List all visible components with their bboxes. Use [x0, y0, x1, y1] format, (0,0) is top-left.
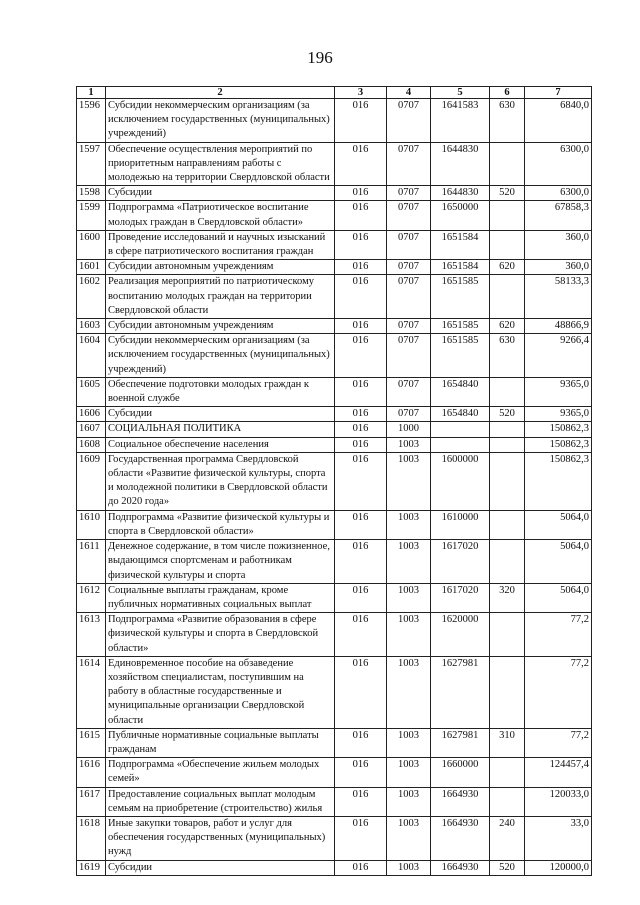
table-row: [77, 260, 592, 275]
table-row: [77, 728, 592, 757]
target-article-cell: 1617020: [431, 583, 490, 612]
table-row: [77, 142, 592, 186]
section-code-cell: 1003: [387, 613, 431, 657]
row-name-cell: Единовременное пособие на обзаведение хозяйством специалистам, поступившим на работу в областные государственные и муниципальные организации Свердловской области: [106, 656, 335, 728]
expense-type-cell: [490, 377, 525, 406]
target-article-cell: 1651584: [431, 230, 490, 259]
row-number-cell: 1596: [77, 99, 106, 143]
table-row: [77, 275, 592, 319]
amount-cell: 77,2: [525, 613, 592, 657]
row-name-cell: Субсидии некоммерческим организациям (за исключением государственных (муниципальных) учреждений): [106, 334, 335, 378]
section-code-cell: 0707: [387, 260, 431, 275]
target-article-cell: 1651585: [431, 334, 490, 378]
column-header: 6: [490, 87, 525, 99]
expense-type-cell: 310: [490, 728, 525, 757]
target-article-cell: 1654840: [431, 407, 490, 422]
row-number-cell: 1616: [77, 758, 106, 787]
section-code-cell: 1003: [387, 540, 431, 584]
row-name-cell: Субсидии: [106, 186, 335, 201]
section-code-cell: 1003: [387, 860, 431, 875]
amount-cell: 77,2: [525, 656, 592, 728]
section-code-cell: 0707: [387, 99, 431, 143]
row-number-cell: 1614: [77, 656, 106, 728]
row-name-cell: Денежное содержание, в том числе пожизненное, выдающимся спортсменам и работникам физической культуры и спорта: [106, 540, 335, 584]
target-article-cell: 1620000: [431, 613, 490, 657]
amount-cell: 6840,0: [525, 99, 592, 143]
department-code-cell: 016: [335, 260, 387, 275]
table-row: [77, 540, 592, 584]
amount-cell: 9365,0: [525, 377, 592, 406]
table-row: [77, 377, 592, 406]
target-article-cell: [431, 422, 490, 437]
row-name-cell: Государственная программа Свердловской области «Развитие физической культуры, спорта и молодежной политики в Свердловской области до 2020 года»: [106, 452, 335, 510]
amount-cell: 48866,9: [525, 319, 592, 334]
department-code-cell: 016: [335, 452, 387, 510]
target-article-cell: 1641583: [431, 99, 490, 143]
row-number-cell: 1599: [77, 201, 106, 230]
expense-type-cell: 620: [490, 260, 525, 275]
table-row: [77, 230, 592, 259]
row-name-cell: Субсидии: [106, 407, 335, 422]
header-row: [77, 87, 592, 99]
row-number-cell: 1610: [77, 510, 106, 539]
department-code-cell: 016: [335, 816, 387, 860]
row-number-cell: 1618: [77, 816, 106, 860]
department-code-cell: 016: [335, 186, 387, 201]
section-code-cell: 0707: [387, 186, 431, 201]
table-row: [77, 334, 592, 378]
amount-cell: 9266,4: [525, 334, 592, 378]
department-code-cell: 016: [335, 319, 387, 334]
amount-cell: 67858,3: [525, 201, 592, 230]
expense-type-cell: 520: [490, 186, 525, 201]
target-article-cell: 1617020: [431, 540, 490, 584]
expense-type-cell: [490, 142, 525, 186]
row-name-cell: Субсидии: [106, 860, 335, 875]
column-header: 5: [431, 87, 490, 99]
department-code-cell: 016: [335, 407, 387, 422]
department-code-cell: 016: [335, 613, 387, 657]
section-code-cell: 1003: [387, 437, 431, 452]
department-code-cell: 016: [335, 758, 387, 787]
target-article-cell: 1664930: [431, 787, 490, 816]
target-article-cell: 1651585: [431, 275, 490, 319]
amount-cell: 9365,0: [525, 407, 592, 422]
table-row: [77, 613, 592, 657]
table-body: [77, 99, 592, 876]
section-code-cell: 0707: [387, 319, 431, 334]
table-row: [77, 656, 592, 728]
amount-cell: 150862,3: [525, 452, 592, 510]
section-code-cell: 1003: [387, 758, 431, 787]
amount-cell: 5064,0: [525, 510, 592, 539]
row-name-cell: Реализация мероприятий по патриотическому воспитанию молодых граждан на территории Свердловской области: [106, 275, 335, 319]
column-header: 2: [106, 87, 335, 99]
row-name-cell: Подпрограмма «Развитие физической культуры и спорта в Свердловской области»: [106, 510, 335, 539]
amount-cell: 120033,0: [525, 787, 592, 816]
row-name-cell: Обеспечение подготовки молодых граждан к военной службе: [106, 377, 335, 406]
target-article-cell: 1627981: [431, 656, 490, 728]
row-name-cell: Проведение исследований и научных изысканий в сфере патриотического воспитания граждан: [106, 230, 335, 259]
row-number-cell: 1619: [77, 860, 106, 875]
row-name-cell: Предоставление социальных выплат молодым семьям на приобретение (строительство) жилья: [106, 787, 335, 816]
row-number-cell: 1617: [77, 787, 106, 816]
target-article-cell: 1660000: [431, 758, 490, 787]
row-name-cell: Публичные нормативные социальные выплаты гражданам: [106, 728, 335, 757]
row-name-cell: Субсидии автономным учреждениям: [106, 319, 335, 334]
table-row: [77, 99, 592, 143]
target-article-cell: 1600000: [431, 452, 490, 510]
section-code-cell: 1003: [387, 787, 431, 816]
column-header: 7: [525, 87, 592, 99]
section-code-cell: 0707: [387, 407, 431, 422]
section-code-cell: 1003: [387, 728, 431, 757]
row-number-cell: 1606: [77, 407, 106, 422]
section-code-cell: 1003: [387, 452, 431, 510]
department-code-cell: 016: [335, 201, 387, 230]
row-number-cell: 1598: [77, 186, 106, 201]
section-code-cell: 1003: [387, 583, 431, 612]
department-code-cell: 016: [335, 510, 387, 539]
row-name-cell: Подпрограмма «Обеспечение жильем молодых семей»: [106, 758, 335, 787]
target-article-cell: 1644830: [431, 186, 490, 201]
amount-cell: 360,0: [525, 230, 592, 259]
table-row: [77, 407, 592, 422]
department-code-cell: 016: [335, 437, 387, 452]
table-row: [77, 758, 592, 787]
row-name-cell: Социальные выплаты гражданам, кроме публичных нормативных социальных выплат: [106, 583, 335, 612]
expense-type-cell: [490, 540, 525, 584]
column-header: 4: [387, 87, 431, 99]
row-number-cell: 1604: [77, 334, 106, 378]
target-article-cell: 1651585: [431, 319, 490, 334]
table-row: [77, 201, 592, 230]
page-number: 196: [307, 48, 333, 67]
department-code-cell: 016: [335, 583, 387, 612]
row-name-cell: Обеспечение осуществления мероприятий по приоритетным направлениям работы с молодежью на территории Свердловской области: [106, 142, 335, 186]
amount-cell: 360,0: [525, 260, 592, 275]
expense-type-cell: [490, 275, 525, 319]
table-row: [77, 583, 592, 612]
expense-type-cell: 520: [490, 860, 525, 875]
row-number-cell: 1597: [77, 142, 106, 186]
expense-type-cell: [490, 758, 525, 787]
table-row: [77, 510, 592, 539]
amount-cell: 6300,0: [525, 186, 592, 201]
department-code-cell: 016: [335, 334, 387, 378]
target-article-cell: 1664930: [431, 860, 490, 875]
row-number-cell: 1612: [77, 583, 106, 612]
expense-type-cell: [490, 201, 525, 230]
expense-type-cell: 620: [490, 319, 525, 334]
amount-cell: 150862,3: [525, 422, 592, 437]
column-header: 3: [335, 87, 387, 99]
amount-cell: 5064,0: [525, 583, 592, 612]
row-name-cell: Подпрограмма «Патриотическое воспитание молодых граждан в Свердловской области»: [106, 201, 335, 230]
row-number-cell: 1600: [77, 230, 106, 259]
row-name-cell: Социальное обеспечение населения: [106, 437, 335, 452]
table-row: [77, 319, 592, 334]
table-row: [77, 816, 592, 860]
section-code-cell: 1003: [387, 816, 431, 860]
expense-type-cell: [490, 613, 525, 657]
expense-type-cell: 320: [490, 583, 525, 612]
section-code-cell: 1003: [387, 656, 431, 728]
section-code-cell: 1003: [387, 510, 431, 539]
row-number-cell: 1608: [77, 437, 106, 452]
table-row: [77, 186, 592, 201]
table-row: [77, 452, 592, 510]
row-number-cell: 1605: [77, 377, 106, 406]
section-code-cell: 0707: [387, 334, 431, 378]
target-article-cell: 1650000: [431, 201, 490, 230]
table-row: [77, 860, 592, 875]
section-code-cell: 1000: [387, 422, 431, 437]
amount-cell: 77,2: [525, 728, 592, 757]
department-code-cell: 016: [335, 787, 387, 816]
expense-type-cell: [490, 437, 525, 452]
department-code-cell: 016: [335, 99, 387, 143]
department-code-cell: 016: [335, 275, 387, 319]
row-number-cell: 1613: [77, 613, 106, 657]
section-code-cell: 0707: [387, 377, 431, 406]
expense-type-cell: [490, 787, 525, 816]
expense-type-cell: [490, 422, 525, 437]
amount-cell: 6300,0: [525, 142, 592, 186]
department-code-cell: 016: [335, 540, 387, 584]
target-article-cell: 1644830: [431, 142, 490, 186]
table-row: [77, 787, 592, 816]
row-number-cell: 1615: [77, 728, 106, 757]
row-name-cell: Субсидии некоммерческим организациям (за исключением государственных (муниципальных) учреждений): [106, 99, 335, 143]
amount-cell: 5064,0: [525, 540, 592, 584]
row-number-cell: 1603: [77, 319, 106, 334]
department-code-cell: 016: [335, 656, 387, 728]
department-code-cell: 016: [335, 728, 387, 757]
expense-type-cell: [490, 452, 525, 510]
row-number-cell: 1609: [77, 452, 106, 510]
row-name-cell: Иные закупки товаров, работ и услуг для обеспечения государственных (муниципальных) нужд: [106, 816, 335, 860]
department-code-cell: 016: [335, 422, 387, 437]
row-name-cell: Субсидии автономным учреждениям: [106, 260, 335, 275]
department-code-cell: 016: [335, 230, 387, 259]
target-article-cell: 1654840: [431, 377, 490, 406]
department-code-cell: 016: [335, 860, 387, 875]
row-number-cell: 1601: [77, 260, 106, 275]
target-article-cell: 1651584: [431, 260, 490, 275]
row-name-cell: Подпрограмма «Развитие образования в сфере физической культуры и спорта в Свердловской области»: [106, 613, 335, 657]
row-number-cell: 1607: [77, 422, 106, 437]
expense-type-cell: 630: [490, 99, 525, 143]
department-code-cell: 016: [335, 377, 387, 406]
table-row: [77, 422, 592, 437]
section-code-cell: 0707: [387, 201, 431, 230]
table-row: [77, 437, 592, 452]
row-number-cell: 1611: [77, 540, 106, 584]
expense-type-cell: 240: [490, 816, 525, 860]
amount-cell: 150862,3: [525, 437, 592, 452]
budget-table: [76, 86, 592, 876]
expense-type-cell: [490, 510, 525, 539]
target-article-cell: 1664930: [431, 816, 490, 860]
department-code-cell: 016: [335, 142, 387, 186]
target-article-cell: 1627981: [431, 728, 490, 757]
row-number-cell: 1602: [77, 275, 106, 319]
row-name-cell: СОЦИАЛЬНАЯ ПОЛИТИКА: [106, 422, 335, 437]
amount-cell: 120000,0: [525, 860, 592, 875]
amount-cell: 58133,3: [525, 275, 592, 319]
section-code-cell: 0707: [387, 230, 431, 259]
expense-type-cell: [490, 656, 525, 728]
amount-cell: 124457,4: [525, 758, 592, 787]
expense-type-cell: 520: [490, 407, 525, 422]
amount-cell: 33,0: [525, 816, 592, 860]
target-article-cell: [431, 437, 490, 452]
target-article-cell: 1610000: [431, 510, 490, 539]
section-code-cell: 0707: [387, 275, 431, 319]
expense-type-cell: [490, 230, 525, 259]
expense-type-cell: 630: [490, 334, 525, 378]
section-code-cell: 0707: [387, 142, 431, 186]
column-header: 1: [77, 87, 106, 99]
